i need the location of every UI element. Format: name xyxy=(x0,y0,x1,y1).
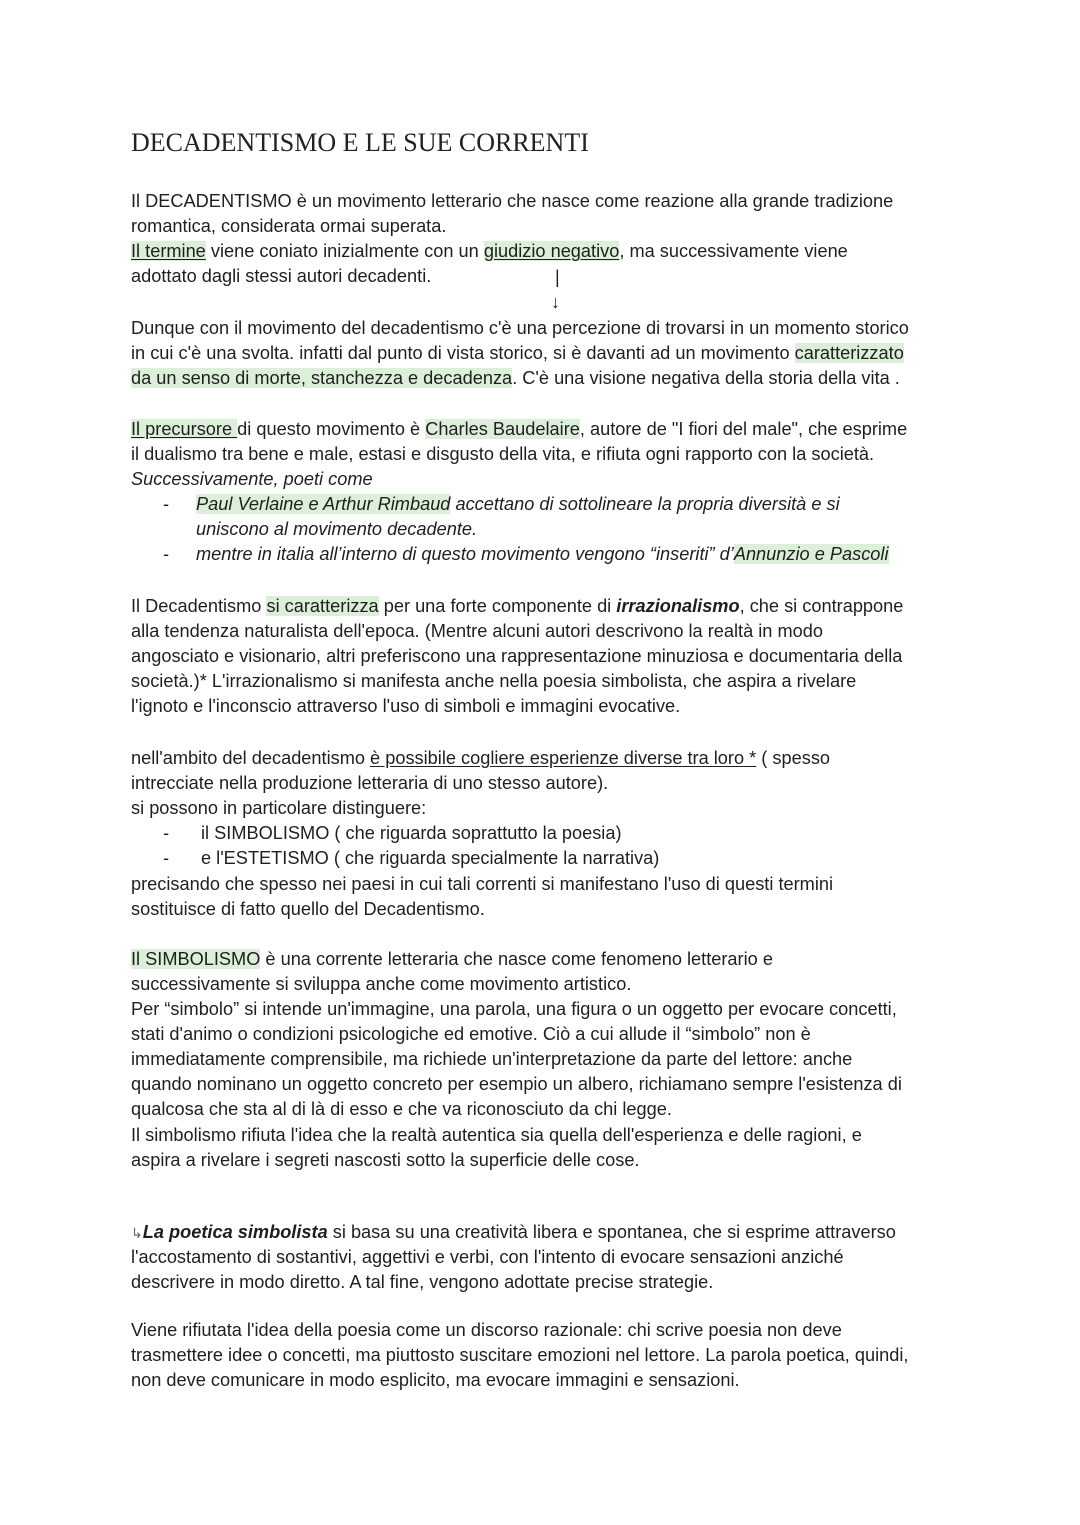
text: angosciato e visionario, altri preferiscono una rappresentazione minuziosa e documentaria della xyxy=(131,646,903,666)
text: adottato dagli stessi autori decadenti. xyxy=(131,266,432,286)
paragraph-line xyxy=(131,972,631,997)
text: è una corrente letteraria che nasce come fenomeno letterario e xyxy=(260,949,773,969)
paragraph-line xyxy=(131,417,907,442)
text: , che si contrappone xyxy=(739,596,904,616)
paragraph-line xyxy=(131,594,903,619)
paragraph-line xyxy=(131,669,856,694)
paragraph-line xyxy=(131,1220,896,1245)
bullet-dash: - xyxy=(163,848,170,868)
text: Il simbolismo rifiuta l'idea che la realtà autentica sia quella dell'esperienza e delle ragioni, e xyxy=(131,1125,862,1145)
paragraph-line xyxy=(131,1368,740,1393)
text: si possono in particolare distinguere: xyxy=(131,798,427,818)
paragraph-line xyxy=(131,189,893,214)
text: Dunque con il movimento del decadentismo c'è una percezione di trovarsi in un momento storico xyxy=(131,318,909,338)
paragraph-line xyxy=(131,214,446,239)
text: qualcosa che sta al di là di esso e che va riconosciuto da chi legge. xyxy=(131,1099,672,1119)
text: descrivere in modo diretto. A tal fine, vengono adottate precise strategie. xyxy=(131,1272,714,1292)
paragraph-line xyxy=(131,1148,640,1173)
emphasis-irrazionalismo: irrazionalismo xyxy=(616,596,740,616)
highlight-verlaine-rimbaud: Paul Verlaine e Arthur Rimbaud xyxy=(196,494,451,514)
list-item xyxy=(196,492,840,517)
text: ( spesso xyxy=(756,748,831,768)
down-arrow-icon: ↓ xyxy=(551,292,560,312)
text: società.)* L'irrazionalismo si manifesta anche nella poesia simbolista, che aspira a rivelare xyxy=(131,671,857,691)
paragraph-line xyxy=(131,1047,852,1072)
text: aspira a rivelare i segreti nascosti sotto la superficie delle cose. xyxy=(131,1150,640,1170)
paragraph-line xyxy=(131,644,902,669)
text: intrecciate nella produzione letteraria di uno stesso autore). xyxy=(131,773,609,793)
paragraph-line xyxy=(131,239,848,264)
text: nell'ambito del decadentismo xyxy=(131,748,371,768)
list-item-continuation xyxy=(196,517,477,542)
text: precisando che spesso nei paesi in cui tali correnti si manifestano l'uso di questi termini xyxy=(131,874,834,894)
text: non deve comunicare in modo esplicito, ma evocare immagini e sensazioni. xyxy=(131,1370,740,1390)
text: l'ignoto e l'inconscio attraverso l'uso di simboli e immagini evocative. xyxy=(131,696,681,716)
paragraph-line xyxy=(131,1318,842,1343)
paragraph-line xyxy=(131,1022,811,1047)
paragraph-line xyxy=(131,341,904,366)
paragraph-line xyxy=(131,1072,902,1097)
text: per una forte componente di xyxy=(378,596,617,616)
highlight-giudizio-negativo: giudizio negativo xyxy=(483,241,620,261)
text: l'accostamento di sostantivi, aggettivi e verbi, con l'intento di evocare sensazioni anziché xyxy=(131,1247,844,1267)
text: alla tendenza naturalista dell'epoca. (Mentre alcuni autori descrivono la realtà in modo xyxy=(131,621,823,641)
paragraph-line xyxy=(131,694,680,719)
paragraph-line xyxy=(131,1097,672,1122)
text: successivamente si sviluppa anche come movimento artistico. xyxy=(131,974,632,994)
paragraph-line xyxy=(131,1270,713,1295)
bullet-dash: - xyxy=(163,544,170,564)
text: uniscono al movimento decadente. xyxy=(196,519,478,539)
list-item xyxy=(201,846,659,871)
highlight-caratterizzato: caratterizzato xyxy=(794,343,904,363)
text: Per “simbolo” si intende un'immagine, una parola, una figura o un oggetto per evocare concetti, xyxy=(131,999,897,1019)
paragraph-line xyxy=(131,264,431,289)
text: si basa su una creatività libera e spontanea, che si esprime attraverso xyxy=(327,1222,896,1242)
text: il dualismo tra bene e male, estasi e disgusto della vita, e rifiuta ogni rapporto con la società. xyxy=(131,444,875,464)
highlight-baudelaire: Charles Baudelaire xyxy=(425,419,580,439)
text: viene coniato inizialmente con un xyxy=(205,241,484,261)
underlined-text: è possibile cogliere esperienze diverse tra loro * xyxy=(370,748,757,768)
paragraph-line xyxy=(131,442,874,467)
paragraph-line xyxy=(131,1123,862,1148)
page-title: DECADENTISMO E LE SUE CORRENTI xyxy=(131,128,589,157)
paragraph-line xyxy=(131,316,909,341)
highlight-annunzio-pascoli: Annunzio e Pascoli xyxy=(733,544,889,564)
text: , autore de "I fiori del male", che esprime xyxy=(579,419,908,439)
paragraph-line xyxy=(131,1343,908,1368)
text: . C'è una visione negativa della storia della vita . xyxy=(512,368,900,388)
text: Viene rifiutata l'idea della poesia come un discorso razionale: chi scrive poesia non deve xyxy=(131,1320,842,1340)
paragraph-line xyxy=(131,619,823,644)
emphasis-poetica-simbolista: La poetica simbolista xyxy=(142,1222,328,1242)
paragraph-line xyxy=(131,997,897,1022)
paragraph-line xyxy=(131,1245,844,1270)
text: romantica, considerata ormai superata. xyxy=(131,216,447,236)
paragraph-line xyxy=(131,872,833,897)
text: quando nominano un oggetto concreto per esempio un albero, richiamano sempre l'esistenza di xyxy=(131,1074,902,1094)
text: e l'ESTETISMO ( che riguarda specialmente la narrativa) xyxy=(201,848,660,868)
highlight-il-termine: Il termine xyxy=(131,241,206,261)
corner-arrow-icon: ↳ xyxy=(131,1225,143,1241)
text: sostituisce di fatto quello del Decadentismo. xyxy=(131,899,485,919)
paragraph-line xyxy=(131,746,830,771)
paragraph-line xyxy=(131,467,373,492)
text: in cui c'è una svolta. infatti dal punto di vista storico, si è davanti ad un movimento xyxy=(131,343,795,363)
highlight-senso-di-morte: da un senso di morte, stanchezza e decadenza xyxy=(131,368,513,388)
bullet-dash: - xyxy=(163,494,170,514)
list-item xyxy=(201,821,622,846)
bullet-dash: - xyxy=(163,823,170,843)
text: Il DECADENTISMO è un movimento letterario che nasce come reazione alla grande tradizione xyxy=(131,191,894,211)
text: , ma successivamente viene xyxy=(619,241,848,261)
text: immediatamente comprensibile, ma richiede un'interpretazione da parte del lettore: anche xyxy=(131,1049,853,1069)
text: stati d'animo o condizioni psicologiche ed emotive. Ciò a cui allude il “simbolo” non è xyxy=(131,1024,811,1044)
paragraph-line xyxy=(131,897,485,922)
text: mentre in italia all’interno di questo movimento vengono “inseriti” d’ xyxy=(196,544,734,564)
vertical-bar-glyph: | xyxy=(555,267,560,287)
highlight-il-simbolismo: Il SIMBOLISMO xyxy=(131,949,261,969)
text: Successivamente, poeti come xyxy=(131,469,373,489)
highlight-si-caratterizza: si caratterizza xyxy=(266,596,379,616)
text: di questo movimento è xyxy=(237,419,426,439)
paragraph-line xyxy=(131,947,773,972)
text: il SIMBOLISMO ( che riguarda soprattutto la poesia) xyxy=(201,823,622,843)
text: trasmettere idee o concetti, ma piuttosto suscitare emozioni nel lettore. La parola poetica, quindi, xyxy=(131,1345,909,1365)
text: accettano di sottolineare la propria diversità e si xyxy=(450,494,840,514)
paragraph-line xyxy=(131,796,426,821)
paragraph-line xyxy=(131,771,608,796)
paragraph-line xyxy=(131,366,900,391)
list-item xyxy=(196,542,889,567)
highlight-il-precursore: Il precursore xyxy=(131,419,238,439)
text: Il Decadentismo xyxy=(131,596,267,616)
